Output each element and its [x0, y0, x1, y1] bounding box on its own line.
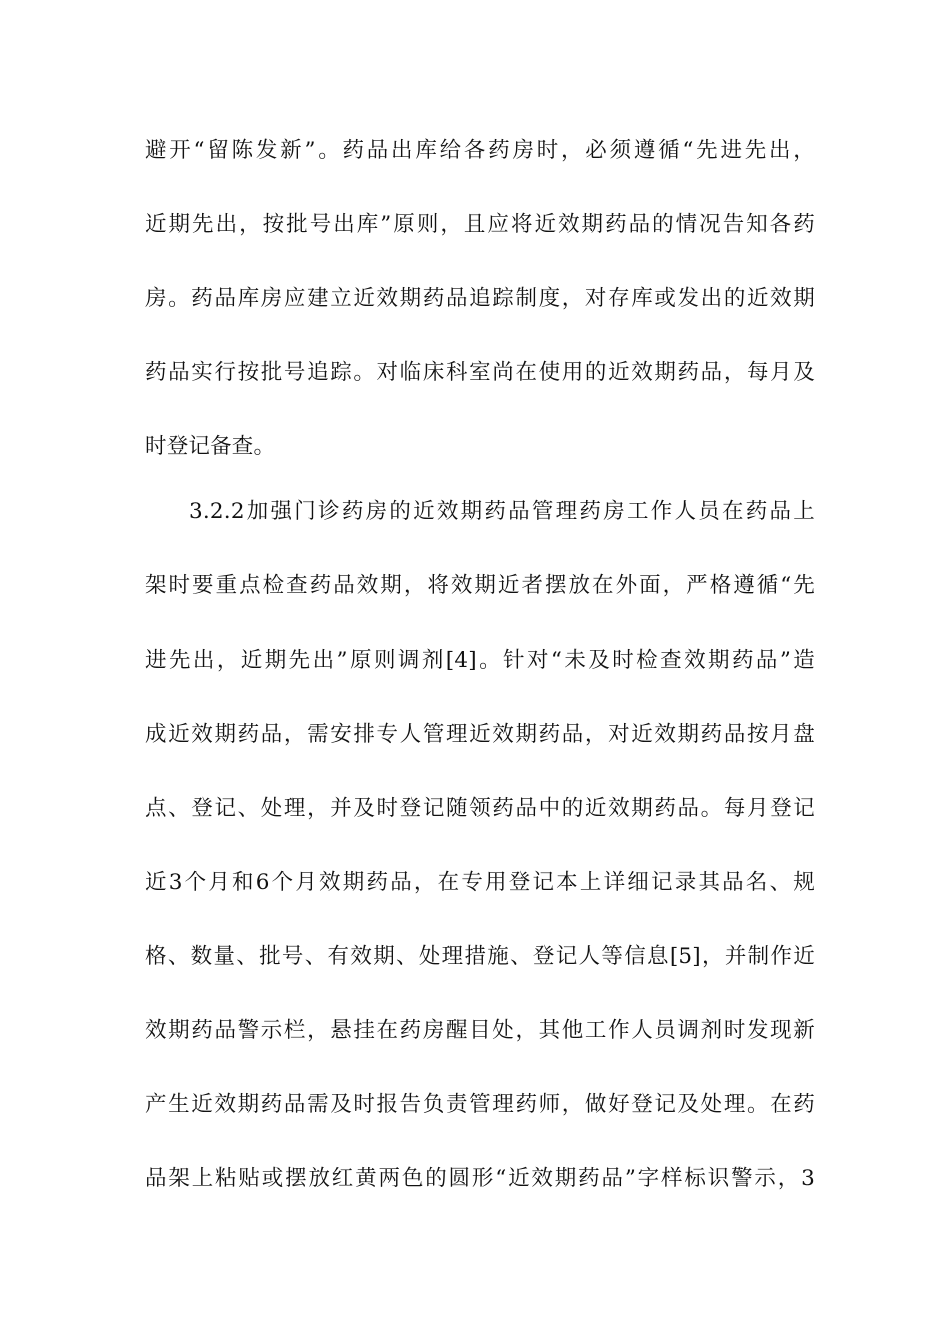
- paragraph-2-line-8: 效期药品警示栏，悬挂在药房醒目处，其他工作人员调剂时发现新: [145, 1018, 815, 1043]
- paragraph-1-line-1: 避开“留陈发新”。药品出库给各药房时，必须遵循“先进先出，: [145, 138, 815, 163]
- paragraph-2-line-9: 产生近效期药品需及时报告负责管理药师，做好登记及处理。在药: [145, 1092, 815, 1117]
- paragraph-2-line-3: 进先出，近期先出”原则调剂[4]。针对“未及时检查效期药品”造: [145, 648, 815, 673]
- paragraph-2-line-1: 3.2.2加强门诊药房的近效期药品管理药房工作人员在药品上: [189, 499, 815, 524]
- paragraph-1-line-2: 近期先出，按批号出库”原则，且应将近效期药品的情况告知各药: [145, 212, 815, 237]
- paragraph-2-line-2: 架时要重点检查药品效期，将效期近者摆放在外面，严格遵循“先: [145, 573, 815, 598]
- paragraph-2-line-7: 格、数量、批号、有效期、处理措施、登记人等信息[5]，并制作近: [145, 944, 815, 969]
- paragraph-2-line-10: 品架上粘贴或摆放红黄两色的圆形“近效期药品”字样标识警示，3: [145, 1166, 815, 1191]
- paragraph-1-line-5: 时登记备查。: [145, 434, 276, 459]
- paragraph-1-line-4: 药品实行按批号追踪。对临床科室尚在使用的近效期药品，每月及: [145, 360, 815, 385]
- paragraph-2-line-4: 成近效期药品，需安排专人管理近效期药品，对近效期药品按月盘: [145, 722, 815, 747]
- paragraph-1-line-3: 房。药品库房应建立近效期药品追踪制度，对存库或发出的近效期: [145, 286, 815, 311]
- paragraph-2-line-5: 点、登记、处理，并及时登记随领药品中的近效期药品。每月登记: [145, 796, 815, 821]
- paragraph-2-line-6: 近3个月和6个月效期药品，在专用登记本上详细记录其品名、规: [145, 870, 815, 895]
